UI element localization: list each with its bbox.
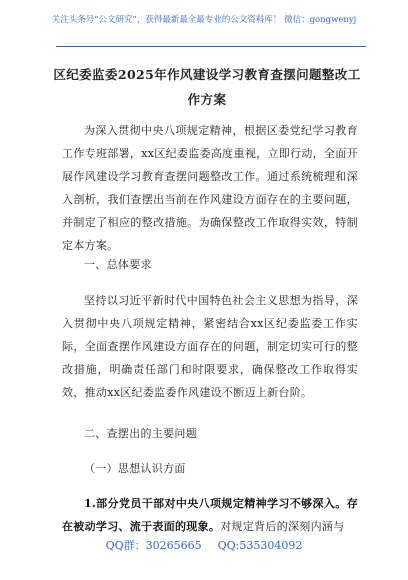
problem-item-1-lead: 1.部分党员干部对中央八项规定精神学习不够深入。存在被动学习、流于表面的现象。 (62, 497, 358, 533)
qq-group-text: QQ群：30265665 (105, 539, 202, 552)
contact-footer (0, 537, 408, 553)
subsection-heading-ideological: （一）思想认识方面 (84, 462, 186, 475)
header-divider (56, 46, 366, 47)
general-requirements-paragraph: 坚持以习近平新时代中国特色社会主义思想为指导，深入贯彻中央八项规定精神，紧密结合xx区纪委监委工作实际，全面查摆作风建设方面存在的问题，制定切实可行的整改措施，明确责任部门和时限要求，确保整改工作取得实效，推动xx区纪委监委作风建设不断迈上新台阶。 (62, 294, 358, 399)
problem-item-1 (62, 492, 358, 538)
promo-header: 关注头条号“公文研究”，获得最新最全最专业的公文资料库！ 微信：gongwenyj (51, 15, 357, 25)
section-heading-general-requirements: 一、总体要求 (84, 258, 152, 271)
document-title: 区纪委监委2025年作风建设学习教育查摆问题整改工作方案 (53, 67, 361, 107)
problem-item-1-text: 对规定背后的深刻内涵与 (220, 520, 345, 533)
intro-paragraph: 为深入贯彻中央八项规定精神，根据区委党纪学习教育工作专班部署，xx区纪委监委高度重视，立即行动，全面开展作风建设学习教育查摆问题整改工作。通过系统梳理和深入剖析，我们查摆出当前在作风建设方面存在的主要问题，并制定了相应的整改措施。为确保整改工作取得实效，特制定本方案。 (62, 124, 358, 252)
section-heading-main-problems: 二、查摆出的主要问题 (84, 427, 197, 440)
qq-contact-text: QQ:535304092 (217, 539, 303, 552)
